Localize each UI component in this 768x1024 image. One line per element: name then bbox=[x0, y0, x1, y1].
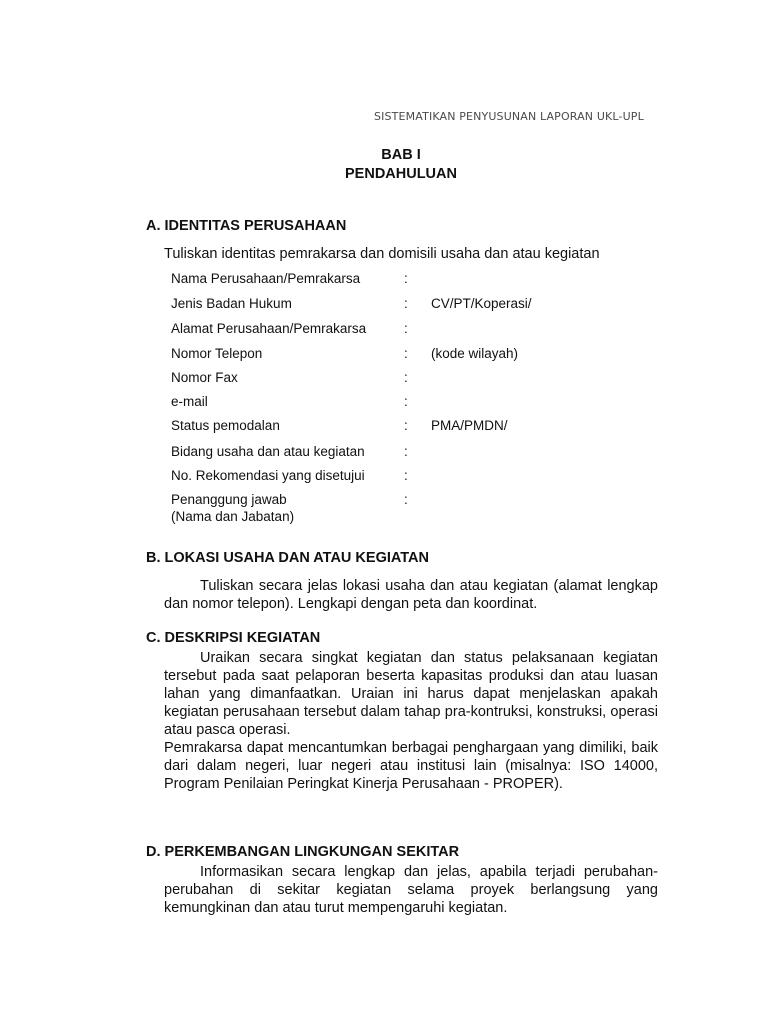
field-colon: : bbox=[404, 492, 408, 507]
field-value-capital-status: PMA/PMDN/ bbox=[431, 418, 508, 433]
chapter-number: BAB I bbox=[381, 147, 421, 163]
section-a-heading: A. IDENTITAS PERUSAHAAN bbox=[146, 218, 347, 234]
section-b-heading: B. LOKASI USAHA DAN ATAU KEGIATAN bbox=[146, 550, 430, 566]
section-c-heading: C. DESKRIPSI KEGIATAN bbox=[146, 630, 321, 646]
field-colon: : bbox=[404, 418, 408, 433]
section-c-paragraph-2: Pemrakarsa dapat mencantumkan berbagai penghargaan yang dimiliki, baik dari dalam negeri, luar negeri atau institusi lain (misalnya: ISO 14000, Program Penilaian Peringkat Kinerja Perusahaan - PROPER). bbox=[164, 740, 658, 792]
section-d-heading: D. PERKEMBANGAN LINGKUNGAN SEKITAR bbox=[146, 844, 460, 860]
chapter-title: PENDAHULUAN bbox=[345, 166, 457, 182]
field-label-person-in-charge: Penanggung jawab bbox=[171, 492, 287, 507]
field-value-legal-entity: CV/PT/Koperasi/ bbox=[431, 296, 532, 311]
field-label-email: e-mail bbox=[171, 394, 208, 409]
running-header: SISTEMATIKAN PENYUSUNAN LAPORAN UKL-UPL bbox=[374, 110, 644, 123]
section-d-paragraph: Informasikan secara lengkap dan jelas, apabila terjadi perubahan-perubahan di sekitar kegiatan selama proyek berlangsung yang kemungkinan dan atau turut mempengaruhi kegiatan. bbox=[164, 864, 658, 916]
field-value-phone: (kode wilayah) bbox=[431, 346, 519, 361]
field-colon: : bbox=[404, 468, 408, 483]
field-colon: : bbox=[404, 394, 408, 409]
field-label-fax: Nomor Fax bbox=[171, 370, 238, 385]
field-label-company-address: Alamat Perusahaan/Pemrakarsa bbox=[171, 321, 367, 336]
section-b-paragraph: Tuliskan secara jelas lokasi usaha dan atau kegiatan (alamat lengkap dan nomor telepon). Lengkapi dengan peta dan koordinat. bbox=[164, 578, 658, 612]
field-colon: : bbox=[404, 370, 408, 385]
field-colon: : bbox=[404, 296, 408, 311]
section-c-paragraph-1: Uraikan secara singkat kegiatan dan status pelaksanaan kegiatan tersebut pada saat pelaporan beserta kapasitas produksi dan atau luasan lahan yang dimanfaatkan. Uraian ini harus dapat menjelaskan apakah kegiatan perusahaan tersebut dalam tahap pra-kontruksi, konstruksi, operasi atau pasca operasi. bbox=[164, 650, 658, 738]
field-label-legal-entity: Jenis Badan Hukum bbox=[171, 296, 292, 311]
field-colon: : bbox=[404, 444, 408, 459]
field-label-phone: Nomor Telepon bbox=[171, 346, 263, 361]
field-label-capital-status: Status pemodalan bbox=[171, 418, 280, 433]
chapter-heading bbox=[300, 146, 502, 184]
field-colon: : bbox=[404, 346, 408, 361]
field-colon: : bbox=[404, 321, 408, 336]
field-colon: : bbox=[404, 271, 408, 286]
field-sublabel-name-and-position: (Nama dan Jabatan) bbox=[171, 509, 295, 524]
field-label-business-field: Bidang usaha dan atau kegiatan bbox=[171, 444, 365, 459]
section-a-intro: Tuliskan identitas pemrakarsa dan domisili usaha dan atau kegiatan bbox=[164, 246, 600, 262]
field-label-recommendation-number: No. Rekomendasi yang disetujui bbox=[171, 468, 365, 483]
field-label-company-name: Nama Perusahaan/Pemrakarsa bbox=[171, 271, 361, 286]
